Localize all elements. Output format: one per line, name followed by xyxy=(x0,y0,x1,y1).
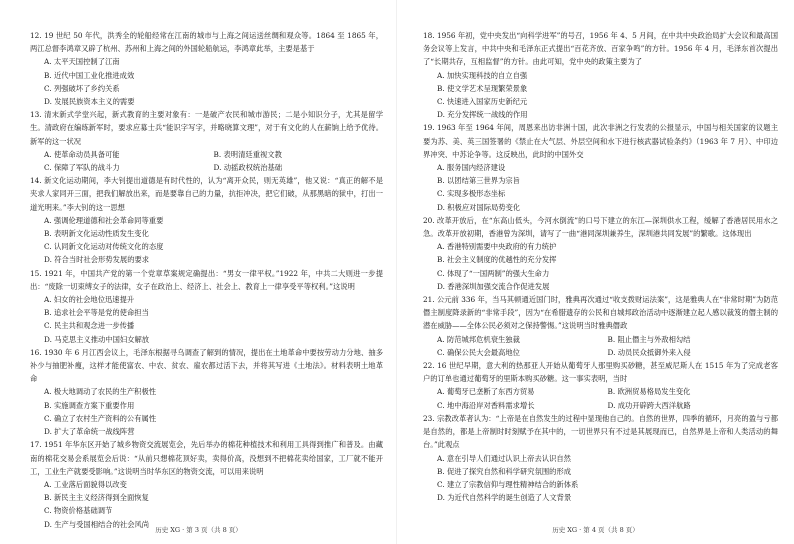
answer-option: B. 使文学艺术呈现繁荣景象 xyxy=(437,83,528,93)
option-row xyxy=(423,399,778,412)
answer-option: A. 工业落后面貌得以改变 xyxy=(44,479,127,489)
answer-option: D. 扩大了革命统一战线阵营 xyxy=(44,427,135,437)
option-row xyxy=(30,148,383,161)
answer-option: C. 地中海沿岸对香料需求增长 xyxy=(437,400,535,410)
page-footer: 历史 XG · 第 4 页（共 8 页） xyxy=(552,526,639,534)
option-row xyxy=(423,385,778,398)
question-stem: 12. 19 世纪 50 年代，洪秀全的轮船经常在江南的城市与上海之间运送丝绸和观众等。1864 至 1865 年，两江总督李鸿章又辟了杭州、苏州和上海之间的外国轮船航运，李鸿章此举，主要是基于 xyxy=(30,31,383,54)
question-block xyxy=(423,121,778,213)
answer-option: B. 近代中国工业化推进成效 xyxy=(44,70,135,80)
answer-option: C. 体现了“一国两制”的强大生命力 xyxy=(437,268,550,278)
question-stem: 15. 1921 年，中国共产党的第一个党章草案规定确提出：“男女一律平权。”1922 年，中共二大则进一步提出：“废除一切束缚女子的法律，女子在政治上、经济上、社会上、教育上一律享受平等权利。”这说明 xyxy=(30,268,383,291)
answer-option: D. 香港深圳加强交流合作促进发展 xyxy=(437,281,550,291)
answer-option: C. 认同新文化运动对传统文化的态度 xyxy=(44,242,164,252)
answer-option: C. 确立了农村生产资料的公有属性 xyxy=(44,413,157,423)
answer-option: B. 欧洲贸易格局发生变化 xyxy=(607,387,691,397)
question-stem: 22. 16 世纪早期，意大利的热那亚人开始从葡萄牙人那里购买砂糖，甚至威尼斯人在 1515 年为了完成老客户的订单也通过葡萄牙的里斯本购买砂糖。这一事实表明，当时 xyxy=(423,361,778,384)
answer-option: A. 加快实现科技的自立自强 xyxy=(437,70,528,80)
question-stem: 19. 1963 年至 1964 年间，周恩来出访非洲十国，此次非洲之行发表的公报显示，中国与相关国家的议题主要为苏、美、英三国签署的《禁止在大气层、外层空间和水下进行核武器试验条约》（1963 年 7 月）、中印边界冲突、中苏论争等。这反映出，此时的中国外交 xyxy=(423,123,778,159)
answer-option: B. 追求社会平等是党的使命担当 xyxy=(44,308,149,318)
question-block xyxy=(30,438,383,530)
question-block xyxy=(30,108,383,174)
answer-option: D. 动员民众抵御外来入侵 xyxy=(607,347,691,357)
question-block xyxy=(30,267,383,346)
answer-option: A. 香港特别需要中央政府的有力统护 xyxy=(437,242,557,252)
answer-option: D. 积极应对国际局势变化 xyxy=(437,202,521,212)
question-block xyxy=(423,359,778,412)
answer-option: C. 物资价格基础调节 xyxy=(44,506,113,516)
answer-option: D. 符合当时社会形势发展的要求 xyxy=(44,255,150,265)
question-block xyxy=(423,29,778,121)
answer-option: D. 成功开辟跨大西洋航路 xyxy=(607,400,691,410)
answer-option: A. 防范城邦危机衰生独裁 xyxy=(437,334,520,344)
answer-option: D. 动摇政权统治基础 xyxy=(213,163,283,173)
answer-option: C. 确保公民大会最高地位 xyxy=(437,347,520,357)
answer-option: D. 为近代自然科学的诞生创造了人文背景 xyxy=(437,493,572,503)
question-stem: 17. 1951 年华东区开始了城乡物资交流展览会，先后举办的棉花种植技术和利用工具得到推广和普及。由藏南的棉花交易会系展览会后说：“从前只想棉花顶好卖，卖得价高，没想到不把棉花卖给国家，工厂就不能开工，工业生产就要受影响。”这说明当时华东区的物资交流，可以用来说明 xyxy=(30,440,383,476)
option-row xyxy=(423,346,778,359)
answer-option: A. 服务国内经济建设 xyxy=(437,163,506,173)
answer-option: C. 民主共和观念进一步传播 xyxy=(44,321,135,331)
question-block xyxy=(30,346,383,438)
answer-option: C. 实现多极形态坐标 xyxy=(437,189,506,199)
page-right xyxy=(397,0,794,544)
answer-option: D. 生产与受国相结合的社会风尚 xyxy=(44,519,150,529)
answer-option: D. 马克思主义推动中国妇女解放 xyxy=(44,334,150,344)
answer-option: B. 阻止僭主与外敌相勾结 xyxy=(607,334,691,344)
option-row xyxy=(423,333,778,346)
answer-option: A. 极大地调动了农民的生产积极性 xyxy=(44,387,157,397)
answer-option: C. 保障了军队的战斗力 xyxy=(44,163,120,173)
question-block xyxy=(30,29,383,108)
question-stem: 21. 公元前 336 年，当马其顿通近国门时，雅典再次通过“收支拨财运法案”，这是雅典人在“非常时期”为防范僭主制度降录新的“非常手段”，因为“在希腊遗存的公民和自城邦政治活动中逐渐建立起人感以裁笈的僭主制的潜在威胁——全体公民必须对之保持警惕。”这说明当时雅典僭政 xyxy=(423,295,778,331)
answer-option: D. 充分发挥统一战线的作用 xyxy=(437,110,528,120)
question-block xyxy=(423,412,778,504)
answer-option: A. 葡萄牙已垄断了东西方贸易 xyxy=(437,387,535,397)
answer-option: A. 强调伦理道德和社会革命同等重要 xyxy=(44,215,164,225)
answer-option: D. 发展民族资本主义的需要 xyxy=(44,97,135,107)
option-row xyxy=(30,161,383,174)
question-block xyxy=(423,214,778,293)
answer-option: C. 建立了宗教信仰与理性精神结合的新体系 xyxy=(437,479,579,489)
question-stem: 13. 清末新式学堂兴起，新式教育的主要对象有：一是破产农民和城市游民；二是小知识分子，尤其是留学生。清政府在编练新军时，要求应募士兵“能识字写字，并略晓算文理”，对于有文化的人在薪饷上给予优待。新军的这一状况 xyxy=(30,110,383,146)
answer-option: B. 社会主义制度的优越性的充分发挥 xyxy=(437,255,557,265)
question-stem: 23. 宗教改革者认为：“上帝是在自然发生的过程中显现他自己的。自然的世界，四季的循环，月亮的盈与亏都是自然的，都是上帝制时时刻赋予在其中的，一切世界只有不过是其展现而已，自然界是上帝和人类活动的舞台。”此观点 xyxy=(423,413,778,450)
question-list xyxy=(30,29,383,531)
answer-option: C. 列强破坏了乡约关系 xyxy=(44,83,120,93)
answer-option: A. 妇女的社会地位迅速提升 xyxy=(44,295,135,305)
answer-option: B. 以团结第三世界为宗旨 xyxy=(437,176,520,186)
question-block xyxy=(30,174,383,266)
answer-option: A. 使革命动员具备可能 xyxy=(44,149,120,159)
answer-option: B. 表明清廷重视文教 xyxy=(213,149,282,159)
answer-option: B. 实施调查方案下重要作用 xyxy=(44,400,135,410)
answer-option: B. 促进了探究自然和科学研究氛围的形成 xyxy=(437,466,572,476)
answer-option: A. 意在引导人们通过认识上帝去认识自然 xyxy=(437,453,571,463)
answer-option: B. 新民主主义经济得到全面恢复 xyxy=(44,493,149,503)
answer-option: B. 表明新文化运动性质发生变化 xyxy=(44,229,149,239)
question-stem: 20. 改革开放后，在“东高山低头，今河水倒流”的口号下建立的东江—深圳供水工程，缓解了香港居民用水之急。改革开放初期，香港曾为深圳，请写了一曲“港同深圳兼养生，深圳港共同发展”的繁歌。这体现出 xyxy=(423,215,778,239)
answer-option: A. 太平天国控制了江南 xyxy=(44,57,120,67)
question-list xyxy=(423,29,778,504)
question-stem: 16. 1930 年 6 月江西会议上，毛泽东根据寻乌调查了解到的情况，提出在土地革命中要按劳动力分地、抽多补少与抽肥补瘦，这样才能使富农、中农、贫农、雇农都过活下去，并将其写进《土地法》。材料表明土地革命 xyxy=(30,347,383,384)
question-stem: 14. 新文化运动期间，李大钊提出道德是有时代性的，认为“离开众民，则无英雄”，他又说：“真正的解不是夹求人家同开三面，把我们解放出来，而是要靠自己的力量，抗拒冲决，把它们破，从那黑暗的狱中，打出一道光明来。”李大钊的这一思想 xyxy=(30,176,383,212)
page-footer: 历史 XG · 第 3 页（共 8 页） xyxy=(155,526,242,534)
question-stem: 18. 1956 年初，党中央发出“向科学进军”的号召，1956 年 4、5 月间，在中共中央政治局扩大会议和最高国务会议等上发言，中共中央和毛泽东正式提出“百花齐放、百家争鸣”的方针。1956 年 4 月，毛泽东首次提出了“长期共存，互相监督”的方针。由此可知，党中央的政策主要为了 xyxy=(423,31,778,67)
answer-option: C. 快速进入国家历史新纪元 xyxy=(437,97,528,107)
question-block xyxy=(423,293,778,359)
